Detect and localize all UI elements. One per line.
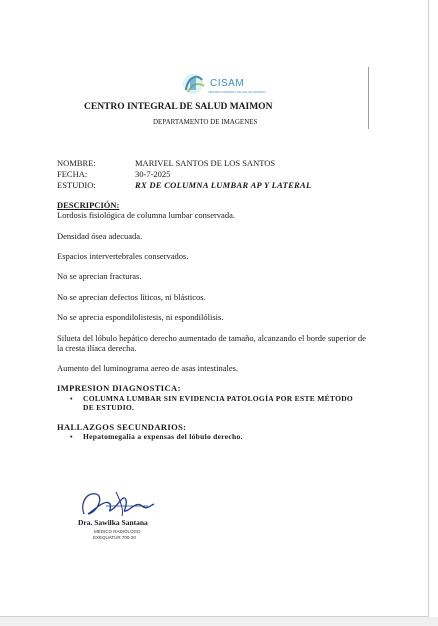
description-line: No se aprecian fracturas. xyxy=(57,271,142,281)
description-line: No se aprecian defectos líticos, ni blásticos. xyxy=(57,292,206,302)
center-name: CENTRO INTEGRAL DE SALUD MAIMON xyxy=(84,102,273,112)
description-line: No se aprecia espondilolistesis, ni espondilólisis. xyxy=(57,312,224,322)
description-line: Lordosis fisiológica de columna lumbar conservada. xyxy=(57,210,235,220)
date-value: 30-7-2025 xyxy=(135,169,171,179)
date-label: FECHA: xyxy=(57,169,88,179)
signer-name: Dra. Sawilka Santana xyxy=(78,518,148,527)
name-value: MARIVEL SANTOS DE LOS SANTOS xyxy=(135,158,276,168)
date-row xyxy=(57,169,170,179)
logo-text: CISAM xyxy=(210,78,245,89)
bullet-icon: • xyxy=(70,394,73,403)
signer-exequatur: EXEQUATUR 700-20 xyxy=(93,535,136,540)
secondary-heading: HALLAZGOS SECUNDARIOS: xyxy=(57,422,187,432)
study-row xyxy=(57,180,311,190)
description-line: Silueta del lóbulo hepático derecho aumentado de tamaño, alcanzando el borde superior de la cresta ilíaca derecha. xyxy=(57,333,366,353)
study-label: ESTUDIO: xyxy=(57,180,96,190)
page-edge xyxy=(428,0,429,626)
secondary-text: Hepatomegalia a expensas del lóbulo derecho. xyxy=(83,432,243,441)
name-label: NOMBRE: xyxy=(57,158,96,168)
description-line: Espacios intervertebrales conservados. xyxy=(57,251,189,261)
impression-heading: IMPRESION DIAGNOSTICA: xyxy=(57,383,181,393)
viewer-background xyxy=(0,617,438,626)
patient-name-row xyxy=(57,158,275,168)
handwritten-signature xyxy=(76,484,158,520)
bullet-icon: • xyxy=(70,432,73,441)
logo-subtext: CENTRO INTEGRAL DE SALUD MAIMON xyxy=(208,90,266,94)
study-value: RX DE COLUMNA LUMBAR AP Y LATERAL xyxy=(135,180,312,190)
description-line: Aumento del luminograma aereo de asas intestinales. xyxy=(57,363,239,373)
description-heading: DESCRIPCIÓN: xyxy=(57,200,120,210)
department-name: DEPARTAMENTO DE IMAGENES xyxy=(153,118,258,126)
signer-title: MÉDICO RADIÓLOGO xyxy=(94,529,141,534)
margin-marker xyxy=(368,67,369,129)
impression-text: COLUMNA LUMBAR SIN EVIDENCIA PATOLOGÍA POR ESTE MÉTODO DE ESTUDIO. xyxy=(83,394,354,412)
description-line: Densidad ósea adecuada. xyxy=(57,231,143,241)
